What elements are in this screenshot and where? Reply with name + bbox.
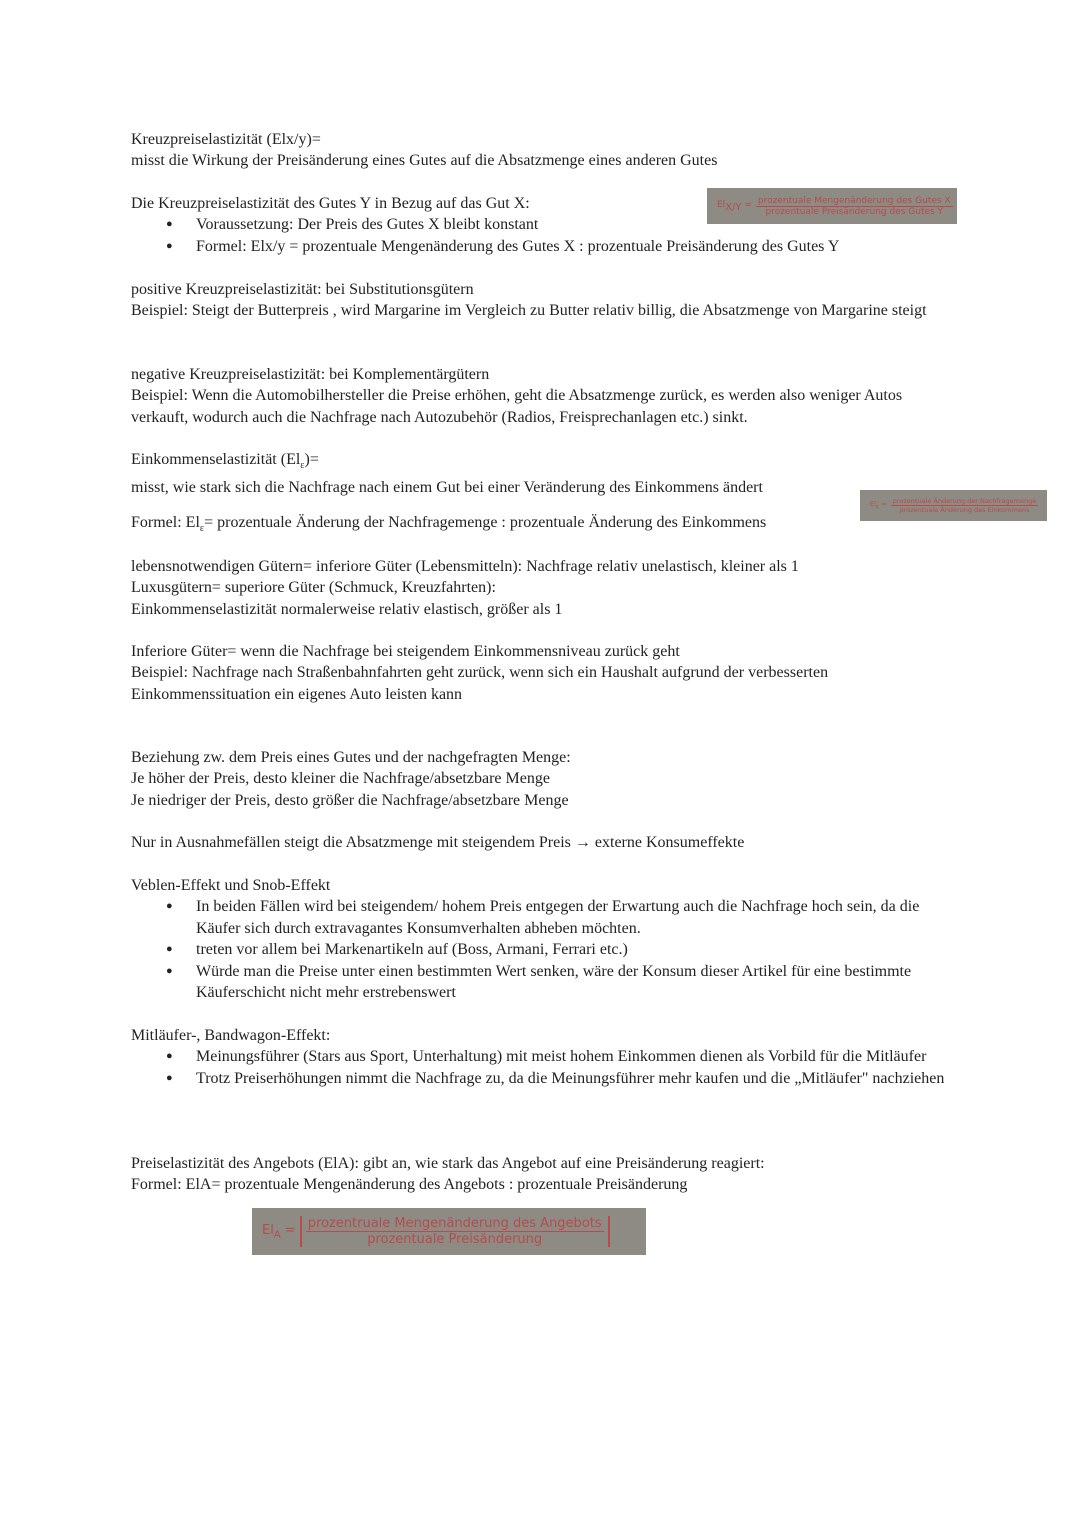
negative-cross	[131, 364, 961, 428]
text: misst die Wirkung der Preisänderung eines Gutes auf die Absatzmenge eines anderen Gutes	[131, 152, 718, 170]
text: Preiselastizität des Angebots (ElA): gibt an, wie stark das Angebot auf eine Preisänderung reagiert:	[131, 1155, 765, 1172]
text: misst, wie stark sich die Nachfrage nach einem Gut bei einer Veränderung des Einkommens ändert	[131, 478, 763, 496]
heading: Mitläufer-, Bandwagon-Effekt:	[131, 1027, 331, 1044]
formula-image-income: $El_\varepsilon$ = $\frac{\text{prozentuale Änderung der Nachfragemenge}}{\text{prozentuale Änderung des Einkommens}}$	[860, 490, 1047, 521]
income-formula	[131, 512, 961, 540]
heading: Kreuzpreiselastizität (Elx/y)=	[131, 131, 321, 148]
exceptions	[131, 832, 961, 853]
text: Beziehung zw. dem Preis eines Gutes und der nachgefragten Menge:	[131, 749, 571, 766]
formula-image-supply: $El_A$ = $\frac{\text{prozentruale Mengenänderung des Angebots}}{\text{prozentuale Preisänderung}}$	[252, 1208, 646, 1255]
text: Die Kreuzpreiselastizität des Gutes Y in Bezug auf das Gut X:	[131, 195, 530, 212]
text: positive Kreuzpreiselastizität: bei Substitutionsgütern	[131, 281, 474, 298]
cross-price-intro	[131, 129, 961, 172]
text: Formel: $El_\varepsilon=$ prozentuale Änderung der Nachfragemenge : prozentuale Änderung des Einkommens	[131, 514, 767, 535]
text: Je niedriger der Preis, desto größer die Nachfrage/absetzbare Menge	[131, 791, 569, 809]
bullet-list	[131, 896, 961, 1003]
goods-types	[131, 556, 961, 620]
bullet-list	[131, 1046, 961, 1089]
list-item: ● Formel: Elx/y = prozentuale Mengenänderung des Gutes X : prozentuale Preisänderung des Gutes Y	[131, 236, 961, 257]
text: Beispiel: Steigt der Butterpreis , wird Margarine im Vergleich zu Butter relativ billig, die Absatzmenge von Margarine steigt	[131, 302, 927, 320]
price-quantity	[131, 747, 961, 811]
text: Einkommenselastizität normalerweise relativ elastisch, größer als 1	[131, 600, 563, 618]
veblen-snob	[131, 875, 961, 1003]
text: Beispiel: Nachfrage nach Straßenbahnfahrten geht zurück, wenn sich ein Haushalt aufgrund der verbesserten Einkommenssituation ein eigenes Auto leisten kann	[131, 664, 829, 703]
bandwagon	[131, 1025, 961, 1089]
text: lebensnotwendigen Gütern= inferiore Güter (Lebensmitteln): Nachfrage relativ unelastisch, kleiner als 1	[131, 558, 799, 575]
heading: Einkommenselastizität $(El_\varepsilon)=$	[131, 451, 319, 472]
positive-cross	[131, 279, 961, 322]
text: Formel: ElA= prozentuale Mengenänderung des Angebots : prozentuale Preisänderung	[131, 1176, 688, 1194]
text: Je höher der Preis, desto kleiner die Nachfrage/absetzbare Menge	[131, 770, 550, 788]
formula-image-cross-price: $El_{X/Y}$ = $\frac{\text{prozentuale Mengenänderung des Gutes X}}{\text{prozentuale Preisänderung des Gutes Y}}$	[707, 188, 957, 224]
list-item: ● Voraussetzung: Der Preis des Gutes X bleibt konstant	[131, 214, 961, 235]
text: Beispiel: Wenn die Automobilhersteller die Preise erhöhen, geht die Absatzmenge zurück, es werden also weniger Autos verkauft, wodurch auch die Nachfrage nach Autozubehör (Radios, Freisprechanlagen etc.) sinkt.	[131, 387, 903, 426]
list-item: ● Meinungsführer (Stars aus Sport, Unterhaltung) mit meist hohem Einkommen dienen als Vorbild für die Mitläufer	[131, 1046, 961, 1067]
supply-elasticity	[131, 1153, 961, 1196]
list-item: ● Würde man die Preise unter einen bestimmten Wert senken, wäre der Konsum dieser Artikel für eine bestimmte Käuferschicht nicht mehr erstrebenswert	[131, 961, 961, 1004]
list-item: ● treten vor allem bei Markenartikeln auf (Boss, Armani, Ferrari etc.)	[131, 939, 961, 960]
text: Inferiore Güter= wenn die Nachfrage bei steigendem Einkommensniveau zurück geht	[131, 643, 680, 660]
text: Luxusgütern= superiore Güter (Schmuck, Kreuzfahrten):	[131, 579, 496, 597]
list-item: ● Trotz Preiserhöhungen nimmt die Nachfrage zu, da die Meinungsführer mehr kaufen und die „Mitläufer" nachziehen	[131, 1068, 961, 1089]
income-elasticity	[131, 449, 961, 498]
text: negative Kreuzpreiselastizität: bei Komplementärgütern	[131, 366, 490, 383]
text: Nur in Ausnahmefällen steigt die Absatzmenge mit steigendem Preis → externe Konsumeffekte	[131, 834, 745, 851]
list-item: ● In beiden Fällen wird bei steigendem/ hohem Preis entgegen der Erwartung auch die Nachfrage hoch sein, da die Käufer sich durch extravagantes Konsumverhalten abheben möchten.	[131, 896, 961, 939]
inferior-goods	[131, 641, 961, 705]
heading: Veblen-Effekt und Snob-Effekt	[131, 877, 331, 894]
